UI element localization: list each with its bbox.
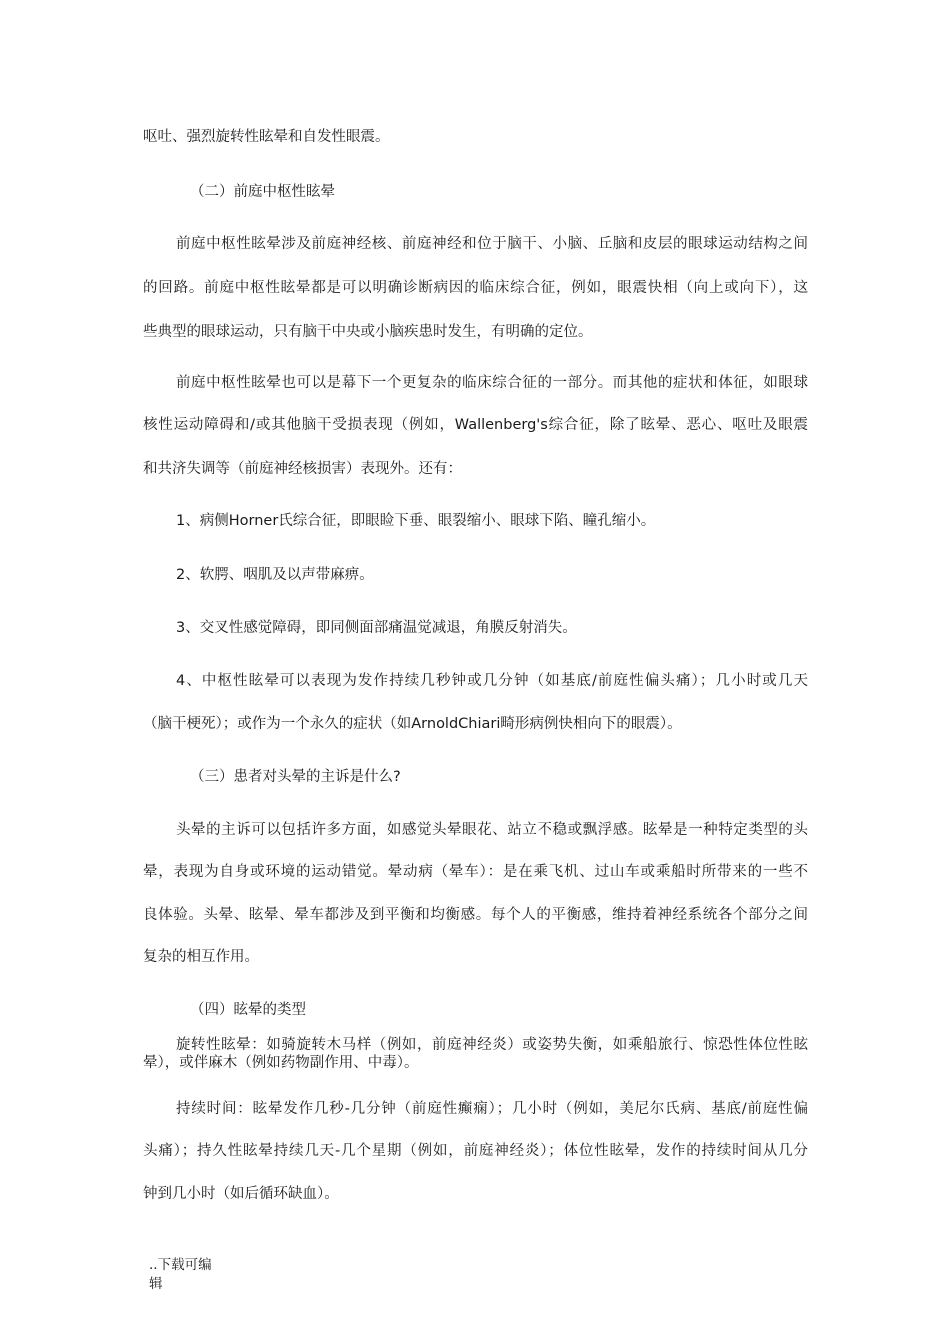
list-item: 3、交叉性感觉障碍，即同侧面部痛温觉减退，角膜反射消失。 [176, 620, 577, 636]
paragraph-line: 和共济失调等（前庭神经核损害）表现外。还有： [143, 461, 462, 477]
paragraph-line: 晕，表现为自身或环境的运动错觉。晕动病（晕车）：是在乘飞机、过山车或乘船时所带来的一些不 [143, 864, 808, 880]
paragraph-line: 前庭中枢性眩晕涉及前庭神经核、前庭神经和位于脑干、小脑、丘脑和皮层的眼球运动结构之间 [176, 236, 808, 252]
paragraph-line: 旋转性眩晕：如骑旋转木马样（例如，前庭神经炎）或姿势失衡，如乘船旅行、惊恐性体位性眩 [176, 1037, 808, 1053]
section-heading-2: （二）前庭中枢性眩晕 [190, 184, 335, 200]
list-item: （脑干梗死）；或作为一个永久的症状（如ArnoldChiari畸形病例快相向下的眼震）。 [143, 716, 682, 732]
footer-note: ..下载可编 [149, 1257, 212, 1273]
footer-note: 辑 [149, 1276, 163, 1292]
section-heading-3: （三）患者对头晕的主诉是什么? [190, 769, 401, 785]
paragraph-line: 头晕的主诉可以包括许多方面，如感觉头晕眼花、站立不稳或飘浮感。眩晕是一种特定类型的头 [176, 822, 808, 838]
list-item: 4、中枢性眩晕可以表现为发作持续几秒钟或几分钟（如基底/前庭性偏头痛）；几小时或几天 [176, 673, 808, 689]
paragraph-line: 呕吐、强烈旋转性眩晕和自发性眼震。 [143, 129, 390, 145]
list-item: 1、病侧Horner氏综合征，即眼睑下垂、眼裂缩小、眼球下陷、瞳孔缩小。 [176, 513, 656, 529]
paragraph-line: 头痛）；持久性眩晕持续几天-几个星期（例如，前庭神经炎）；体位性眩晕，发作的持续时间从几分 [143, 1143, 808, 1159]
paragraph-line: 持续时间：眩晕发作几秒-几分钟（前庭性癫痫）；几小时（例如，美尼尔氏病、基底/前庭性偏 [176, 1101, 808, 1117]
section-heading-4: （四）眩晕的类型 [190, 1002, 306, 1018]
paragraph-line: 良体验。头晕、眩晕、晕车都涉及到平衡和均衡感。每个人的平衡感，维持着神经系统各个部分之间 [143, 907, 808, 923]
paragraph-line: 前庭中枢性眩晕也可以是幕下一个更复杂的临床综合征的一部分。而其他的症状和体征，如眼球 [176, 375, 808, 391]
paragraph-line: 复杂的相互作用。 [143, 949, 259, 965]
paragraph-line: 的回路。前庭中枢性眩晕都是可以明确诊断病因的临床综合征，例如，眼震快相（向上或向下），这 [143, 280, 808, 296]
list-item: 2、软腭、咽肌及以声带麻痹。 [176, 567, 374, 583]
paragraph-line: 核性运动障碍和/或其他脑干受损表现（例如，Wallenberg's综合征，除了眩晕、恶心、呕吐及眼震 [143, 417, 808, 433]
paragraph-line: 些典型的眼球运动，只有脑干中央或小脑疾患时发生，有明确的定位。 [143, 324, 593, 340]
paragraph-line: 晕），或伴麻木（例如药物副作用、中毒）。 [143, 1055, 419, 1071]
paragraph-line: 钟到几小时（如后循环缺血）。 [143, 1186, 339, 1202]
